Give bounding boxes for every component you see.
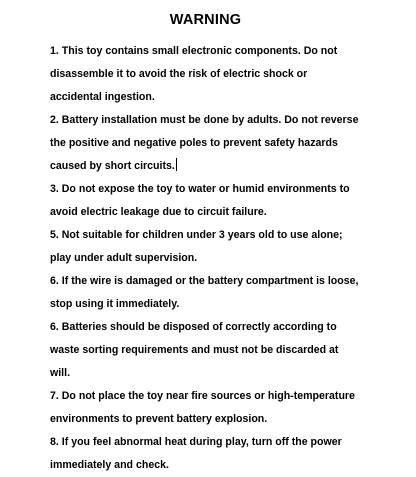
warning-item-text: 3. Do not expose the toy to water or humid environments to avoid electric leakage due to circuit failure. [50, 183, 350, 218]
warning-list [50, 40, 361, 477]
warning-item-text: 6. Batteries should be disposed of correctly according to waste sorting requirements and must not be discarded at will. [50, 321, 339, 379]
document-title: WARNING [169, 12, 242, 28]
warning-item-text: 6. If the wire is damaged or the battery compartment is loose, stop using it immediately. [50, 275, 359, 310]
warning-item-text: 1. This toy contains small electronic components. Do not disassemble it to avoid the risk of electric shock or accidental ingestion. [50, 45, 338, 103]
warning-item-text: 2. Battery installation must be done by adults. Do not reverse the positive and negative poles to prevent safety hazards caused by short circuits. [50, 114, 359, 172]
warning-item-2 [50, 109, 361, 178]
warning-item-text: 8. If you feel abnormal heat during play, turn off the power immediately and check. [50, 436, 342, 471]
text-cursor [176, 158, 177, 171]
warning-item-text: 7. Do not place the toy near fire sources or high-temperature environments to prevent battery explosion. [50, 390, 355, 425]
warning-item-text: 5. Not suitable for children under 3 years old to use alone; play under adult supervision. [50, 229, 343, 264]
warning-item-3 [50, 178, 361, 224]
warning-item-1 [50, 40, 361, 109]
warning-item-5 [50, 224, 361, 270]
warning-item-6b [50, 316, 361, 385]
warning-item-8 [50, 431, 361, 477]
warning-item-7 [50, 385, 361, 431]
warning-item-6a [50, 270, 361, 316]
